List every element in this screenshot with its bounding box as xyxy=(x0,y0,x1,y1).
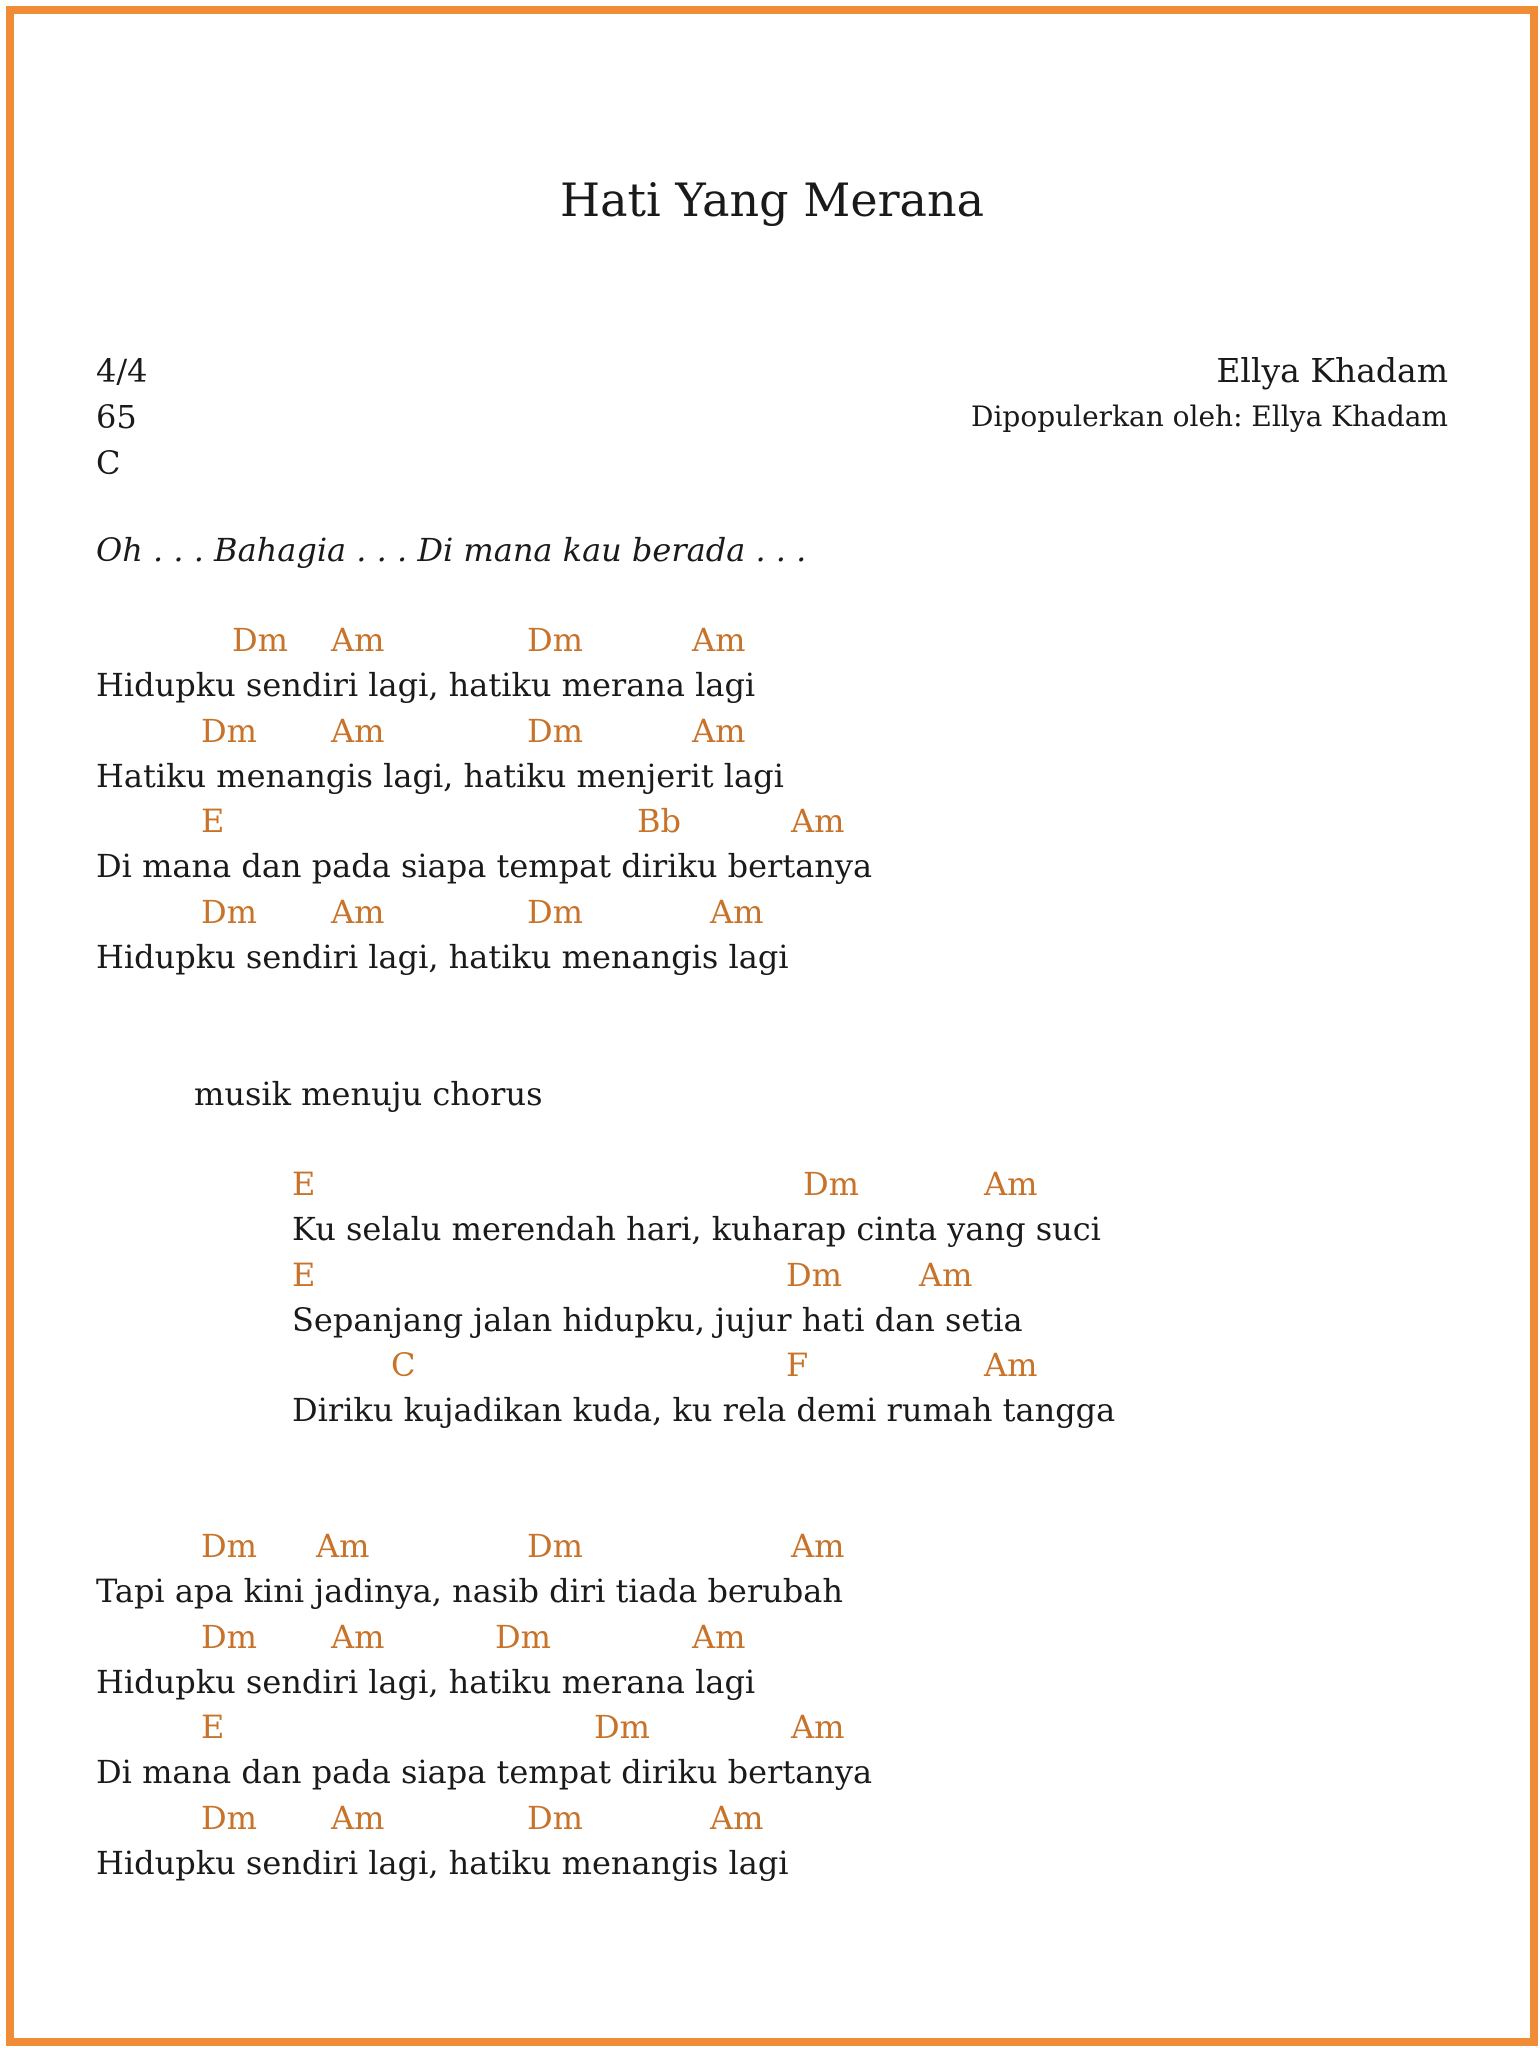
chorus-line xyxy=(292,1343,1115,1434)
interlude-note: musik menuju chorus xyxy=(194,1075,543,1113)
chorus-line xyxy=(292,1162,1115,1253)
lyric-line: Tapi apa kini jadinya, nasib diri tiada berubah xyxy=(96,1572,843,1610)
chord: Dm xyxy=(527,621,583,659)
chord: Am xyxy=(331,1617,385,1656)
chord: Dm xyxy=(527,1798,583,1837)
verse-line xyxy=(96,1796,872,1887)
verse-line xyxy=(96,1524,872,1615)
song-title: Hati Yang Merana xyxy=(559,173,985,227)
chorus xyxy=(292,1162,1115,1434)
verse-line xyxy=(96,890,872,981)
chord: Dm xyxy=(201,1798,257,1837)
chord: Bb xyxy=(637,802,681,840)
lyric-line: Sepanjang jalan hidupku, jujur hati dan setia xyxy=(292,1300,1023,1339)
time-signature: 4/4 xyxy=(96,352,148,390)
chord: Dm xyxy=(201,711,257,750)
lyric-line: Hidupku sendiri lagi, hatiku menangis lagi xyxy=(96,1843,789,1882)
chord: Dm xyxy=(201,1617,257,1656)
chord: Dm xyxy=(594,1708,650,1746)
chord-row xyxy=(292,1253,1115,1297)
song-key: C xyxy=(96,444,121,482)
lyric-line: Ku selalu merendah hari, kuharap cinta yang suci xyxy=(292,1210,1101,1248)
popularized-by: Dipopulerkan oleh: Ellya Khadam xyxy=(971,400,1448,433)
verse-line xyxy=(96,709,872,800)
artist-name: Ellya Khadam xyxy=(1216,351,1448,390)
lyric-line: Di mana dan pada siapa tempat diriku bertanya xyxy=(96,1753,873,1791)
song-meta xyxy=(96,348,148,486)
tempo: 65 xyxy=(96,398,137,436)
chord: Dm xyxy=(803,1165,859,1203)
chord: Dm xyxy=(527,892,583,931)
chord: Dm xyxy=(495,1617,551,1656)
chord: Dm xyxy=(786,1255,842,1294)
chord-row xyxy=(96,1796,872,1840)
chord: Am xyxy=(791,802,845,840)
chord: Am xyxy=(710,892,764,931)
chord-row xyxy=(96,618,872,662)
chord: Am xyxy=(791,1708,845,1746)
chord: Dm xyxy=(527,711,583,750)
chord: Am xyxy=(692,711,746,750)
chord: Am xyxy=(316,1527,370,1565)
chord: Am xyxy=(692,621,746,659)
chord-row xyxy=(96,1615,872,1659)
chord: Am xyxy=(692,1617,746,1656)
verse-line xyxy=(96,799,872,890)
chord: F xyxy=(786,1346,809,1384)
chord: Am xyxy=(919,1255,973,1294)
chord-row xyxy=(96,890,872,934)
lyric-line: Hatiku menangis lagi, hatiku menjerit lagi xyxy=(96,756,784,795)
chord: Am xyxy=(331,892,385,931)
chord: E xyxy=(292,1165,316,1203)
lyric-line: Di mana dan pada siapa tempat diriku bertanya xyxy=(96,847,873,885)
song-credits xyxy=(971,348,1448,440)
chord: Dm xyxy=(201,1527,257,1565)
verse-1 xyxy=(96,618,872,980)
chord-row xyxy=(96,709,872,753)
chord: Dm xyxy=(232,621,288,659)
chord: Am xyxy=(331,621,385,659)
verse-line xyxy=(96,618,872,709)
chord: Dm xyxy=(527,1527,583,1565)
chord: Am xyxy=(331,1798,385,1837)
chord-row xyxy=(292,1343,1115,1387)
lyric-line: Diriku kujadikan kuda, ku rela demi rumah tangga xyxy=(292,1391,1116,1429)
chord-row xyxy=(96,1524,872,1568)
chord: E xyxy=(201,1708,225,1746)
chord: E xyxy=(201,802,225,840)
verse-2 xyxy=(96,1524,872,1886)
verse-line xyxy=(96,1705,872,1796)
lyric-line: Hidupku sendiri lagi, hatiku menangis lagi xyxy=(96,937,789,976)
intro-line: Oh . . . Bahagia . . . Di mana kau berada . . . xyxy=(96,531,807,569)
chord: Am xyxy=(331,711,385,750)
chord-row xyxy=(96,1705,872,1749)
chord-row xyxy=(96,799,872,843)
chord: C xyxy=(391,1346,416,1384)
lyric-line: Hidupku sendiri lagi, hatiku merana lagi xyxy=(96,666,756,704)
chorus-line xyxy=(292,1253,1115,1344)
chord: Am xyxy=(984,1346,1038,1384)
chord: Am xyxy=(984,1165,1038,1203)
verse-line xyxy=(96,1615,872,1706)
chord: Dm xyxy=(201,892,257,931)
chord: E xyxy=(292,1255,316,1294)
chord: Am xyxy=(791,1527,845,1565)
chord: Am xyxy=(710,1798,764,1837)
song-sheet xyxy=(6,6,1538,2046)
lyric-line: Hidupku sendiri lagi, hatiku merana lagi xyxy=(96,1662,756,1701)
chord-row xyxy=(292,1162,1115,1206)
